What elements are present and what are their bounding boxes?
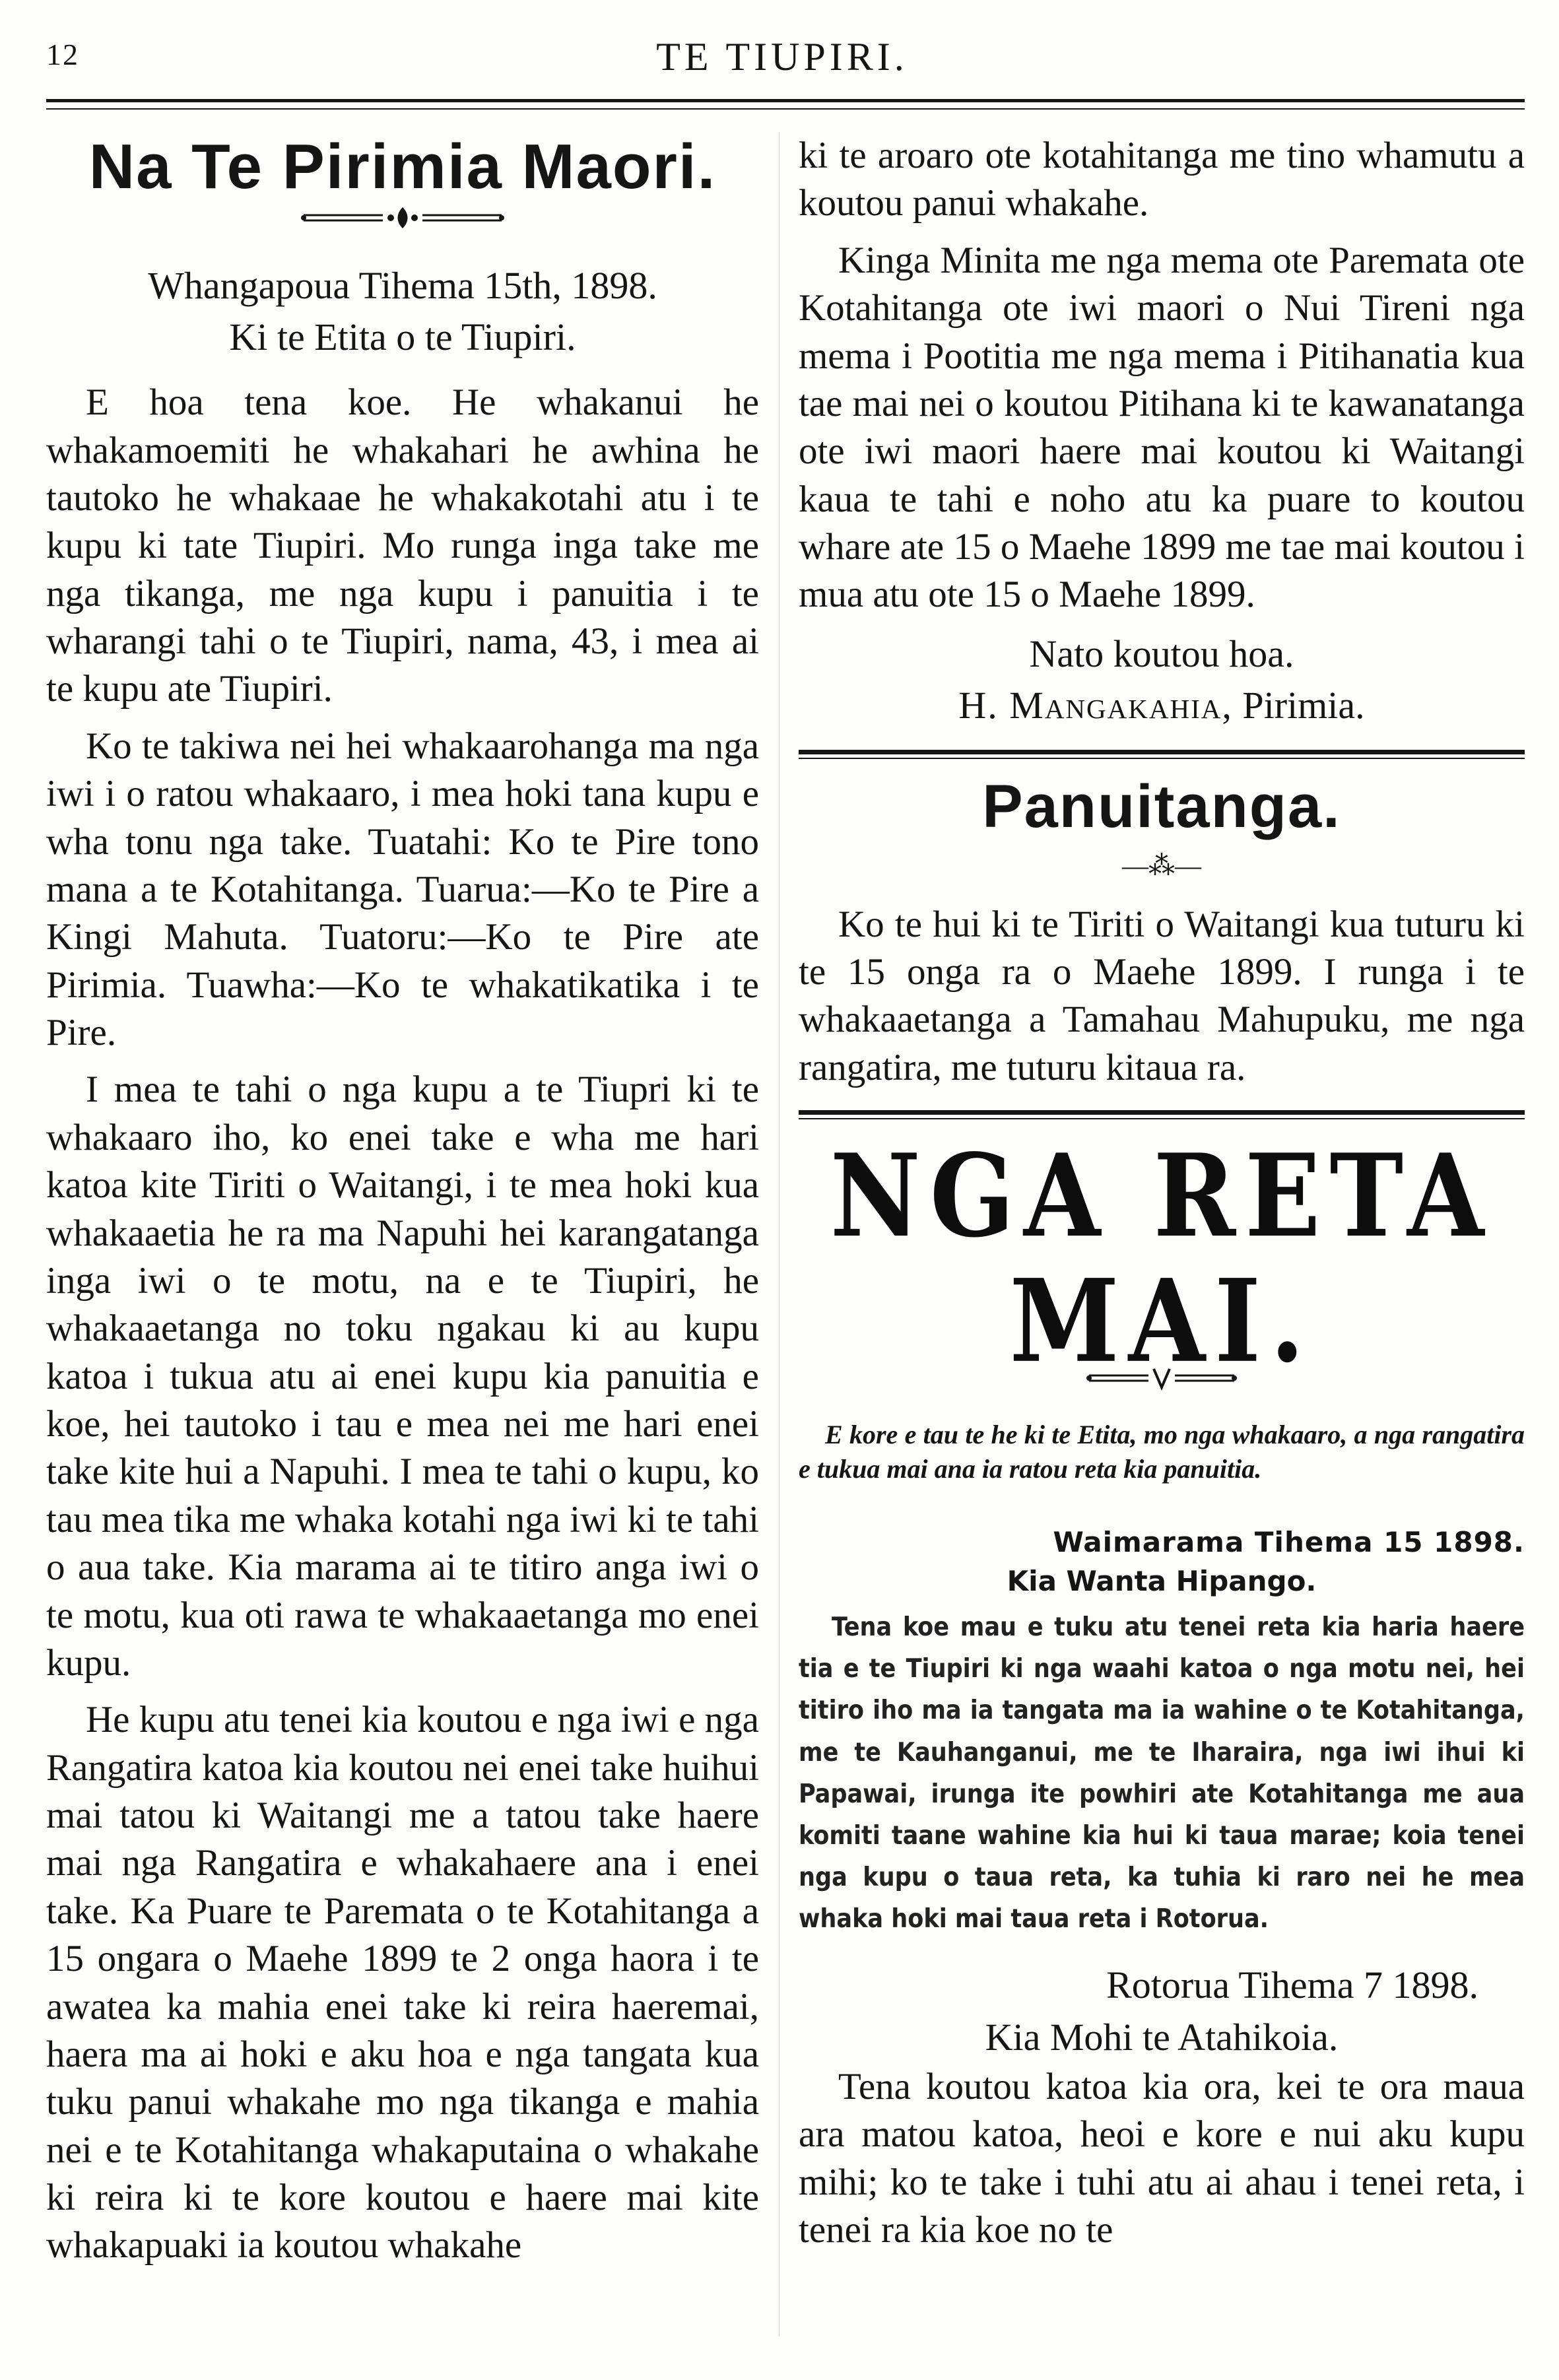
running-title: TE TIUPIRI.: [656, 35, 908, 79]
body-paragraph: Kinga Minita me nga mema ote Paremata ote Kotahitanga ote iwi maori o Nui Tireni nga mema i Pootitia me nga mema i Pitihanatia kua tae mai nei o koutou Pitihana ki te kawanatanga ote iwi maori haere mai koutou ki Waitangi kaua te tahi e noho atu ka puare to koutou whare ate 15 o Maehe 1899 me tae mai koutou i mua atu ote 15 o Maehe 1899.: [799, 239, 1525, 616]
letters-section-title: NGA RETA MAI.: [830, 1129, 1494, 1389]
letter-dateline: Waimarama Tihema 15 1898.: [1053, 1526, 1525, 1559]
letter-salutation: Kia Wanta Hipango.: [1007, 1565, 1317, 1598]
signature-name: H. Mangakahia,: [958, 684, 1233, 727]
notice-text: Ko te hui ki te Tiriti o Waitangi kua tuturu ki te 15 onga ra o Maehe 1899. I runga i te whakaaetanga a Tamahau Mahupuku, me nga rangatira, me tuturu kitaua ra.: [799, 903, 1525, 1088]
editor-disclaimer: E kore e tau te he ki te Etita, mo nga whakaaro, a nga rangatira e tukua mai ana ia ratou reta kia panuitia.: [799, 1420, 1525, 1484]
letter-body: Tena koutou katoa kia ora, kei te ora maua ara matou katoa, heoi e kore e nui aku kupu mihi; ko te take i tuhi atu ai ahau i tenei reta, i tenei ra kia koe no te: [799, 2066, 1525, 2251]
left-column: [46, 132, 759, 2354]
column-divider: [779, 132, 780, 2336]
signature-title: Pirimia.: [1242, 684, 1365, 727]
letter-signoff: Nato koutou hoa.: [1029, 632, 1294, 675]
page-header: [40, 34, 1525, 87]
body-paragraph: I mea te tahi o nga kupu a te Tiupri ki te whakaaro iho, ko enei take e wha me hari katoa kite Tiriti o Waitangi, i te mea hoki kua whakaaetia he ra ma Napuhi hei karangatanga inga iwi o te motu, na e te Tiupiri, he whakaaetanga no toku ngakau ki au kupu katoa i tukua atu ai enei kupu kia panuitia e koe, hei tautoko i tau e mea nei me hari enei take kite hui a Napuhi. I mea te tahi o kupu, ko tau mea tika me whaka kotahi nga iwi ki te tahi o aua take. Kia marama ai te titiro anga iwi o te motu, kua oti rawa te whakaaetanga mo enei kupu.: [46, 1069, 759, 1684]
section-rule: [799, 750, 1525, 759]
header-rule: [46, 99, 1525, 110]
body-paragraph: Ko te takiwa nei hei whakaarohanga ma nga iwi i o ratou whakaaro, i mea hoki tana kupu e wha tonu nga take. Tuatahi: Ko te Pire tono mana a te Kotahitanga. Tuarua:—Ko te Pire a Kingi Mahuta. Tuatoru:—Ko te Pire ate Pirimia. Tuawha:—Ko te whakatikatika i te Pire.: [46, 725, 759, 1054]
right-column: [799, 132, 1525, 2354]
body-paragraph: He kupu atu tenei kia koutou e nga iwi e nga Rangatira katoa kia koutou nei enei take huihui mai tatou ki Waitangi me a tatou take haere mai nga Rangatira e whakahaere ana i enei take. Ka Puare te Paremata o te Kotahitanga a 15 ongara o Maehe 1899 te 2 onga haora i te awatea ka mahia enei take ki reira haeremai, haera ma ai hoki e aku hoa e nga tangata kua tuku panui whakahe mo nga tikanga e mahia nei e te Kotahitanga whakaputaina o whakahe ki reira ki te kore koutou e haere mai kite whakapuaki ia koutou whakahe: [46, 1699, 759, 2266]
ornament-divider-icon: [297, 202, 508, 234]
letter-signature: [799, 680, 1525, 731]
body-paragraph: E hoa tena koe. He whakanui he whakamoemiti he whakahari he awhina he tautoko he whakaae he whakakotahi atu i te kupu ki tate Tiupiri. Mo runga inga take me nga tikanga, me nga kupu i panuitia i te wharangi tahi o te Tiupiri, nama, 43, i mea ai te kupu ate Tiupiri.: [46, 381, 759, 710]
article-title: Na Te Pirimia Maori.: [88, 131, 717, 202]
letter-dateline: Rotorua Tihema 7 1898.: [1106, 1964, 1478, 2007]
notice-title: Panuitanga.: [982, 773, 1341, 841]
page-number: 12: [46, 38, 79, 71]
letter-body: Tena koe mau e tuku atu tenei reta kia haria haere tia e te Tiupiri ki nga waahi katoa o nga motu nei, hei titiro iho ma ia tangata ma ia wahine o te Kotahitanga, me te Kauhanganui, me te Iharaira, nga iwi ihui ki Papawai, irunga ite powhiri ate Kotahitanga me aua komiti taane wahine kia hui ki taua marae; koia tenei nga kupu o taua reta, ka tuhia ki raro nei he mea whaka hoki mai taua reta i Rotorua.: [799, 1612, 1525, 1934]
letter-salutation: Kia Mohi te Atahikoia.: [985, 2015, 1339, 2059]
continued-paragraph: ki te aroaro ote kotahitanga me tino whamutu a koutou panui whakahe.: [799, 135, 1525, 224]
letter-salutation: Ki te Etita o te Tiupiri.: [229, 315, 576, 358]
notice-ornament: —⁂—: [1122, 850, 1201, 880]
letter-dateline: Whangapoua Tihema 15th, 1898.: [148, 263, 657, 307]
section-rule: [799, 1110, 1525, 1119]
